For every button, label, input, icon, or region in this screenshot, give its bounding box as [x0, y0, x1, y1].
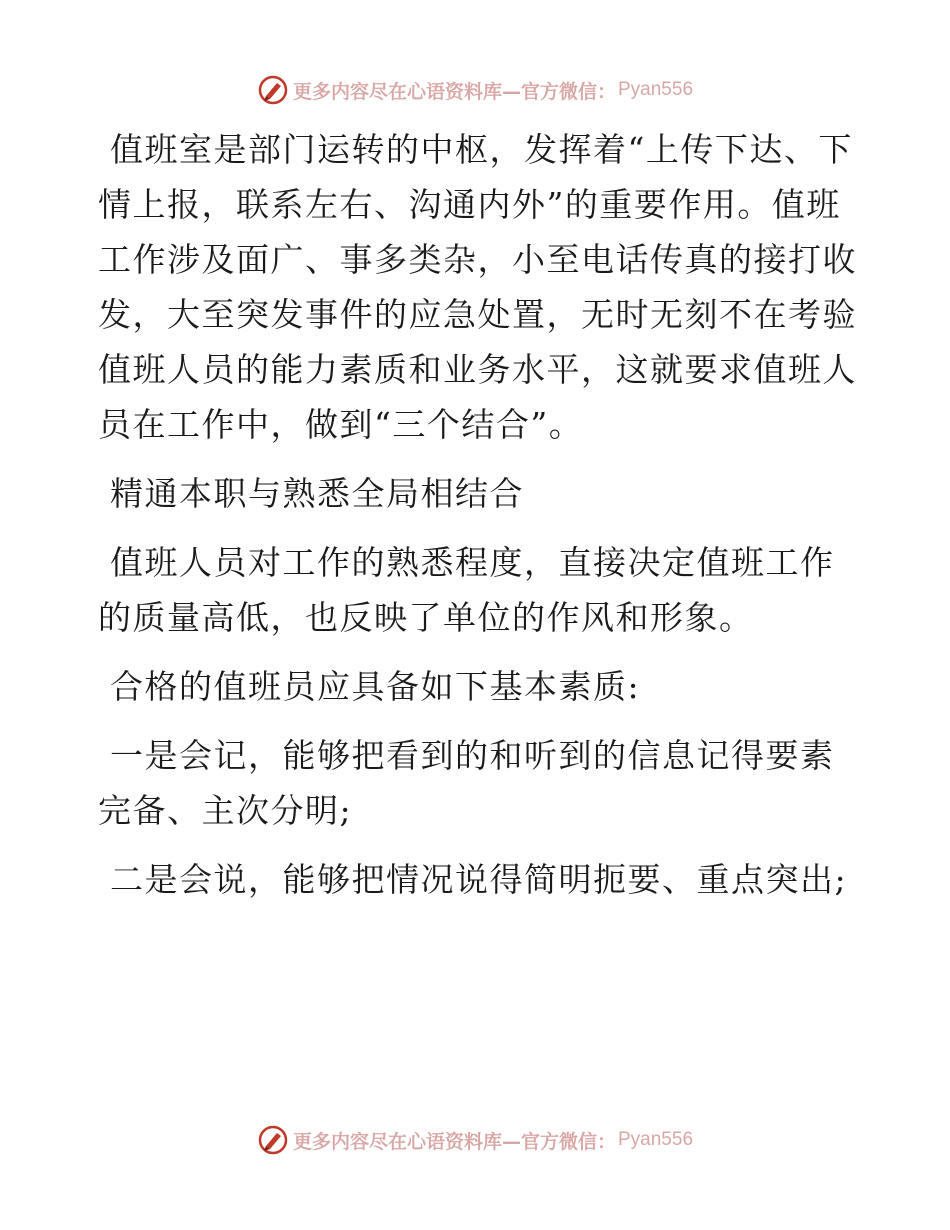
section-heading-text: 精通本职与熟悉全局相结合 [110, 474, 524, 513]
header-banner-id: Pyan556 [618, 79, 694, 100]
paragraph-familiarity [98, 535, 858, 645]
header-banner-text: 更多内容尽在心语资料库—官方微信： [292, 80, 616, 103]
paragraph-intro [98, 122, 858, 452]
paragraph-speak-text: 二是会说，能够把情况说得简明扼要、重点突出; [110, 860, 848, 899]
footer-banner [0, 1122, 950, 1158]
footer-banner-id: Pyan556 [618, 1129, 694, 1150]
header-banner [0, 72, 950, 108]
paragraph-speak [98, 852, 858, 907]
paragraph-record [98, 728, 858, 838]
section-heading [98, 466, 858, 521]
paragraph-familiarity-text: 值班人员对工作的熟悉程度，直接决定值班工作的质量高低，也反映了单位的作风和形象。 [98, 543, 835, 637]
paragraph-intro-text: 值班室是部门运转的中枢，发挥着“上传下达、下情上报，联系左右、沟通内外”的重要作用。值班工作涉及面广、事多类杂，小至电话传真的接打收发，大至突发事件的应急处置，无时无刻不在考验值班人员的能力素质和业务水平，这就要求值班人员在工作中，做到“三个结合”。 [98, 130, 857, 444]
paragraph-record-text: 一是会记，能够把看到的和听到的信息记得要素完备、主次分明; [98, 736, 835, 830]
footer-banner-text: 更多内容尽在心语资料库—官方微信： [292, 1130, 616, 1153]
paragraph-qualities-text: 合格的值班员应具备如下基本素质: [110, 667, 641, 706]
pen-logo-icon [257, 1124, 289, 1156]
paragraph-qualities [98, 659, 858, 714]
pen-logo-icon [257, 74, 289, 106]
document-body [98, 122, 858, 921]
